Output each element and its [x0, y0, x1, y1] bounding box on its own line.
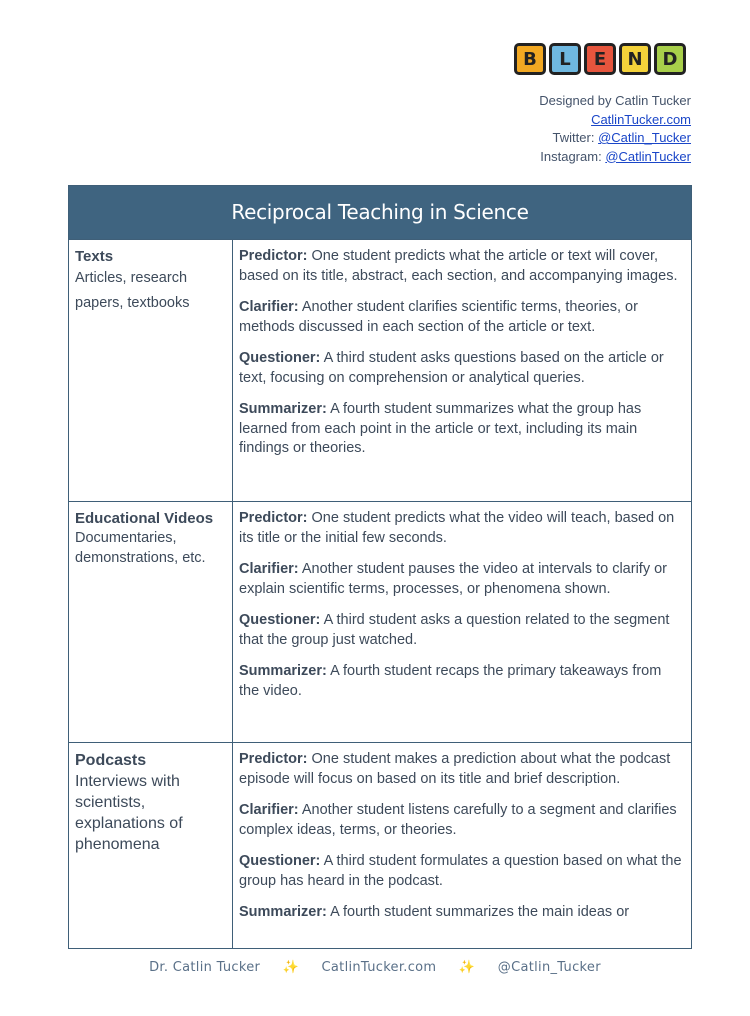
role-label: Predictor:: [239, 248, 308, 264]
credits-block: [539, 92, 691, 166]
logo-tile: L: [549, 43, 581, 75]
footer-author: Dr. Catlin Tucker: [149, 960, 261, 975]
role-text: A fourth student summarizes what the group has learned from each point in the article or text, including its main findings or theories.: [239, 401, 642, 456]
instagram-label: Instagram:: [540, 148, 602, 164]
category-description: Articles, research papers, textbooks: [75, 270, 190, 311]
role-label: Clarifier:: [239, 561, 299, 577]
logo-tile: B: [514, 43, 546, 75]
role-summarizer: [239, 903, 685, 923]
role-label: Questioner:: [239, 612, 321, 628]
sparkle-icon: ✨: [458, 960, 476, 975]
role-label: Predictor:: [239, 510, 308, 526]
logo-tile: E: [584, 43, 616, 75]
footer: [0, 960, 750, 975]
role-label: Summarizer:: [239, 663, 327, 679]
category-cell: [69, 502, 233, 742]
category-title: Texts: [75, 248, 114, 265]
role-text: One student predicts what the article or text will cover, based on its title, abstract, each section, and accompanying images.: [239, 248, 678, 284]
role-label: Clarifier:: [239, 802, 299, 818]
role-text: A third student asks questions based on the article or text, focusing on comprehension or analytical queries.: [239, 350, 664, 386]
sparkle-icon: ✨: [282, 960, 300, 975]
table-row: [69, 742, 691, 949]
role-summarizer: [239, 662, 685, 701]
role-text: Another student clarifies scientific terms, theories, or methods discussed in each section of the article or text.: [239, 299, 638, 335]
role-predictor: [239, 247, 685, 286]
role-text: A fourth student recaps the primary takeaways from the video.: [239, 663, 662, 699]
category-description: Documentaries, demonstrations, etc.: [75, 530, 206, 566]
role-text: A third student asks a question related to the segment that the group just watched.: [239, 612, 670, 648]
role-text: One student predicts what the video will teach, based on its title or the initial few seconds.: [239, 510, 675, 546]
role-questioner: [239, 852, 685, 891]
twitter-label: Twitter:: [552, 130, 595, 145]
role-label: Predictor:: [239, 751, 308, 767]
role-label: Clarifier:: [239, 299, 299, 315]
instagram-link[interactable]: @CatlinTucker: [605, 148, 691, 164]
footer-handle: @Catlin_Tucker: [497, 960, 601, 975]
logo-tile: N: [619, 43, 651, 75]
roles-cell: [233, 240, 691, 501]
table-row: [69, 239, 691, 501]
role-text: A third student formulates a question based on what the group has heard in the podcast.: [239, 853, 682, 889]
category-cell: [69, 743, 233, 949]
roles-cell: [233, 743, 691, 949]
role-label: Questioner:: [239, 350, 321, 366]
twitter-link[interactable]: @Catlin_Tucker: [598, 130, 691, 145]
blend-logo: [514, 43, 686, 75]
footer-site: CatlinTucker.com: [321, 960, 437, 975]
role-predictor: [239, 509, 685, 548]
category-cell: [69, 240, 233, 501]
site-link[interactable]: CatlinTucker.com: [591, 111, 691, 127]
role-text: Another student listens carefully to a segment and clarifies complex ideas, terms, or theories.: [239, 802, 677, 838]
role-text: One student makes a prediction about what the podcast episode will focus on based on its title and brief description.: [239, 751, 671, 787]
role-label: Summarizer:: [239, 904, 327, 920]
table-row: [69, 501, 691, 742]
logo-tile: D: [654, 43, 686, 75]
category-description: Interviews with scientists, explanations of phenomena: [75, 773, 183, 853]
category-title: Podcasts: [75, 752, 147, 769]
category-title: Educational Videos: [75, 510, 214, 527]
reciprocal-teaching-table: [68, 185, 692, 949]
role-clarifier: [239, 560, 685, 599]
designed-by: Designed by Catlin Tucker: [539, 93, 691, 108]
role-text: Another student pauses the video at intervals to clarify or explain scientific terms, processes, or phenomena shown.: [239, 561, 667, 597]
role-summarizer: [239, 400, 685, 459]
page-title: Reciprocal Teaching in Science: [69, 186, 691, 239]
role-text: A fourth student summarizes the main ideas or: [330, 904, 630, 920]
role-questioner: [239, 611, 685, 650]
role-questioner: [239, 349, 685, 388]
roles-cell: [233, 502, 691, 742]
role-clarifier: [239, 298, 685, 337]
role-predictor: [239, 750, 685, 789]
role-label: Summarizer:: [239, 401, 327, 417]
role-clarifier: [239, 801, 685, 840]
role-label: Questioner:: [239, 853, 321, 869]
